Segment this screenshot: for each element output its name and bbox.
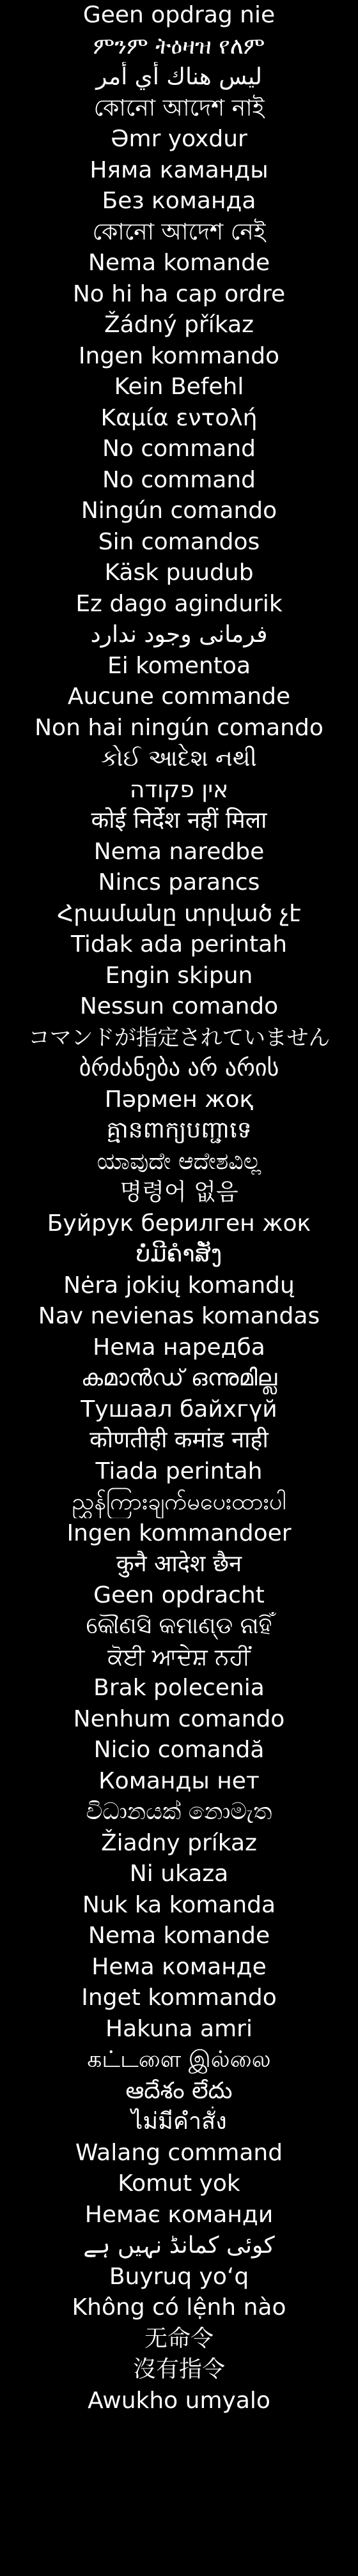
message-line: Brak polecenia (93, 1675, 265, 1701)
message-line: Без команда (102, 188, 256, 214)
message-line: Nema komande (88, 250, 270, 276)
message-line: कुनै आदेश छैन (116, 1551, 242, 1577)
message-line: ఆదేశం లేదు (125, 2077, 233, 2104)
message-line: 명령어 없음 (120, 1179, 238, 1205)
message-line: No command (102, 436, 256, 462)
message-line: કોઈ આદેશ નથી (101, 745, 257, 772)
message-line: Žiadny príkaz (101, 1829, 257, 1856)
message-line: Пәрмен жоқ (104, 1086, 254, 1113)
message-line: কোনো আদেশ নেই (92, 218, 266, 245)
message-line: Žádný příkaz (104, 312, 254, 338)
message-line: Nuk ka komanda (82, 1891, 276, 1918)
message-line: ไม่มีคำสั่ง (131, 2108, 227, 2135)
message-line: Kein Befehl (114, 374, 244, 400)
message-line: فرمانی وجود ندارد (90, 621, 268, 648)
message-line: Geen opdracht (93, 1581, 265, 1608)
message-line: אין פקודה (129, 776, 229, 803)
message-line: Nincs parancs (98, 869, 260, 896)
message-line: Nicio comandă (93, 1737, 265, 1763)
message-line: Geen opdrag nie (82, 2, 276, 28)
message-line: Không có lệnh nào (72, 2294, 286, 2321)
message-line: គ្មានពាក្យបញ្ជាទេ (106, 1117, 252, 1143)
message-line: 沒有指令 (132, 2356, 225, 2382)
message-line: Tiada perintah (95, 1458, 263, 1484)
message-line: ਕੋਈ ਆਦੇਸ਼ ਨਹੀਂ (107, 1643, 251, 1670)
message-line: 无命令 (144, 2325, 214, 2352)
message-line: Engin skipun (105, 962, 253, 989)
message-line: کوئی کمانڈ نہیں ہے (83, 2232, 275, 2259)
message-line: Καμία εντολή (100, 404, 258, 431)
message-line: Komut yok (118, 2170, 240, 2197)
message-line: Ez dago agindurik (75, 590, 283, 617)
message-line: Nėra jokių komandų (63, 1272, 295, 1299)
message-line: Non hai ningún comando (35, 714, 323, 741)
message-line: Нема команде (91, 1953, 267, 1980)
message-line: Nenhum comando (73, 1705, 285, 1732)
message-line: Немає команди (84, 2201, 274, 2228)
message-line: कोणतीही कमांड नाही (90, 1427, 268, 1453)
message-line: Ei komentoa (107, 652, 251, 679)
message-line: Ni ukaza (129, 1861, 229, 1887)
message-line: Əmr yoxdur (111, 126, 247, 152)
message-line: コマンドが指定されていません (28, 1025, 330, 1051)
message-line: ምንም ትዕዛዝ የለም (93, 33, 265, 59)
message-line: Ingen kommando (78, 342, 280, 369)
message-line: විධානයක් නොමැත (86, 1799, 272, 1825)
message-line: Nav nevienas komandas (38, 1303, 320, 1329)
message-line: Нема наредба (93, 1334, 265, 1360)
message-line: Հրամանը տրված չէ (57, 900, 301, 927)
message-line: Walang command (75, 2139, 283, 2166)
message-line: Buyruq yo‘q (109, 2263, 249, 2290)
message-line: ညွှန်ကြားချက်မပေးထားပါ (72, 1489, 286, 1515)
message-line: Nema naredbe (93, 838, 265, 865)
message-line: কোনো আদেশ নাই (93, 95, 265, 121)
message-line: No command (102, 466, 256, 493)
message-line: Няма каманды (90, 156, 268, 183)
message-line: କୌଣସି କମାଣ୍ଡ ନାହିଁ (86, 1613, 272, 1639)
message-line: Тушаал байхгүй (81, 1396, 277, 1422)
message-line: Nessun comando (79, 993, 279, 1019)
message-line: Команды нет (98, 1767, 260, 1794)
message-line: കമാൻഡ് ഒന്നുമില്ല (81, 1365, 277, 1391)
message-line: Ingen kommandoer (66, 1520, 292, 1546)
message-line: Tidak ada perintah (70, 931, 288, 957)
message-line: கட்டளை இல்லை (87, 2046, 271, 2073)
message-line: Буйрук берилген жок (47, 1210, 311, 1237)
message-line: कोई निर्देश नहीं मिला (91, 807, 267, 834)
message-line: Sin comandos (98, 528, 260, 555)
message-line: ບໍ່ມີຄຳສັ່ງ (136, 1241, 222, 1267)
message-line: No hi ha cap ordre (72, 280, 286, 307)
message-line: ಯಾವುದೇ ಆದೇಶವಿಲ್ಲ (97, 1148, 261, 1175)
message-line: Hakuna amri (105, 2015, 253, 2042)
message-line: Käsk puudub (104, 560, 254, 586)
message-line: Aucune commande (67, 683, 291, 710)
message-line: ليس هناك أي أمر (96, 64, 262, 90)
message-line: Inget kommando (81, 1985, 277, 2011)
message-line: Nema komande (88, 1923, 270, 1949)
message-line: ბრძანება არ არის (79, 1055, 279, 1081)
message-line: Ningún comando (81, 498, 277, 524)
message-line: Awukho umyalo (88, 2387, 270, 2414)
